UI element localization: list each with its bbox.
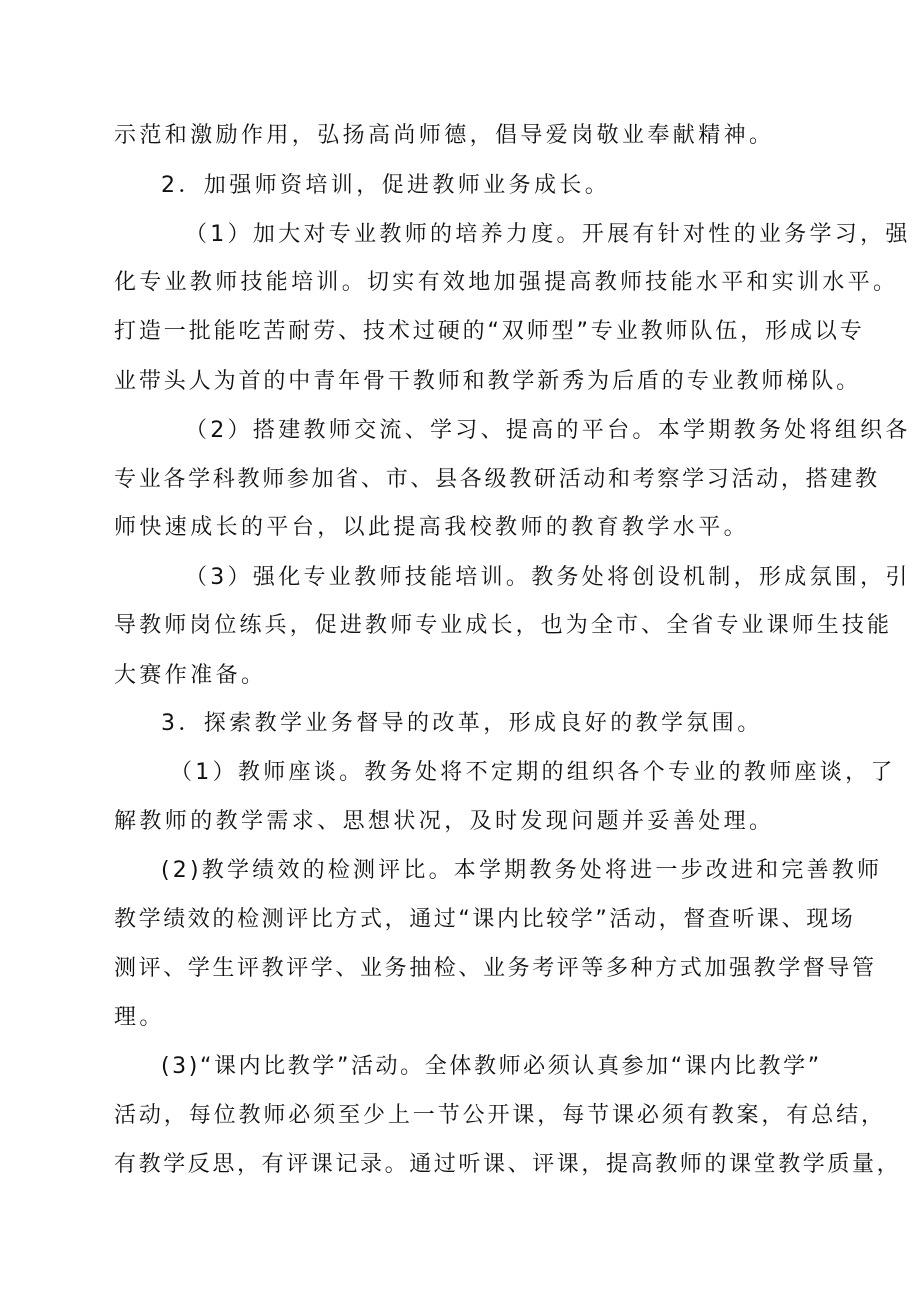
text-line: 专业各学科教师参加省、市、县各级教研活动和考察学习活动，搭建教: [114, 467, 880, 492]
text-line: 业带头人为首的中青年骨干教师和教学新秀为后盾的专业教师梯队。: [114, 369, 862, 394]
text-line: (2)教学绩效的检测评比。本学期教务处将进一步改进和完善教师: [161, 858, 883, 883]
text-line: (3)“课内比教学”活动。全体教师必须认真参加“课内比教学”: [161, 1054, 822, 1079]
text-line: 活动，每位教师必须至少上一节公开课，每节课必须有教案，有总结，: [114, 1103, 886, 1128]
text-line: （2）搭建教师交流、学习、提高的平台。本学期教务处将组织各: [185, 418, 911, 443]
text-line: 师快速成长的平台，以此提高我校教师的教育教学水平。: [114, 515, 750, 540]
text-line: 导教师岗位练兵，促进教师专业成长，也为全市、全省专业课师生技能: [114, 613, 893, 638]
text-line: 打造一批能吃苦耐劳、技术过硬的“双师型”专业教师队伍，形成以专: [114, 319, 865, 344]
text-line: 有教学反思，有评课记录。通过听课、评课，提高教师的课堂教学质量，: [114, 1152, 902, 1177]
text-line: 示范和激励作用，弘扬高尚师德，倡导爱岗敬业奉献精神。: [114, 123, 775, 148]
text-line: （3）强化专业教师技能培训。教务处将创设机制，形成氛围，引: [185, 565, 911, 590]
text-line: 解教师的教学需求、思想状况，及时发现问题并妥善处理。: [114, 809, 775, 834]
text-line: 大赛作准备。: [114, 663, 267, 688]
text-line: （1）加大对专业教师的培养力度。开展有针对性的业务学习，强: [185, 222, 911, 247]
text-line: 理。: [114, 1005, 165, 1030]
text-line: （1）教师座谈。教务处将不定期的组织各个专业的教师座谈，了: [170, 760, 896, 785]
text-line: 教学绩效的检测评比方式，通过“课内比较学”活动，督查听课、现场: [114, 907, 856, 932]
text-line: 化专业教师技能培训。切实有效地加强提高教师技能水平和实训水平。: [114, 270, 899, 295]
section-heading-2: 2．加强师资培训，促进教师业务成长。: [161, 173, 611, 198]
text-line: 测评、学生评教评学、业务抽检、业务考评等多种方式加强教学督导管: [114, 956, 877, 981]
section-heading-3: 3．探索教学业务督导的改革，形成良好的教学氛围。: [161, 711, 763, 736]
